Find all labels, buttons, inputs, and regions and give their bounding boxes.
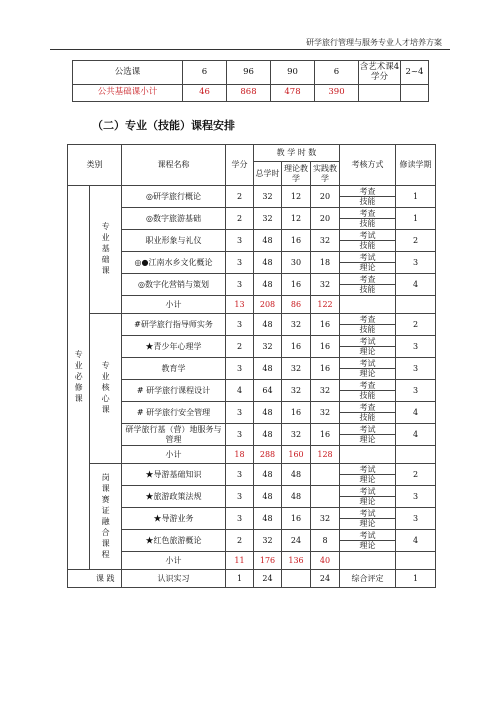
table-row xyxy=(68,186,436,208)
table-row xyxy=(68,208,436,230)
assess-cell xyxy=(340,296,396,314)
practice-hours-cell: 20 xyxy=(311,186,340,208)
term-cell: 4 xyxy=(396,274,436,296)
term-cell: 1 xyxy=(396,208,436,230)
theory-hours-cell: 32 xyxy=(282,314,311,336)
subtotal-label-cell: 小计 xyxy=(122,552,226,570)
header-title: 研学旅行管理与服务专业人才培养方案 xyxy=(306,38,442,47)
assess-cell xyxy=(340,208,396,230)
practice-hours-cell: 16 xyxy=(311,424,340,446)
assess-form: 理论 xyxy=(359,369,376,378)
table-row xyxy=(68,424,436,446)
total-hours-cell: 48 xyxy=(254,508,282,530)
credit-cell: 3 xyxy=(226,358,254,380)
credit-cell: 2 xyxy=(226,530,254,552)
theory-hours-cell: 12 xyxy=(282,186,311,208)
page-header xyxy=(0,0,500,52)
total-hours-cell: 208 xyxy=(254,296,282,314)
practice-hours-cell: 128 xyxy=(311,446,340,464)
practice-hours-cell: 18 xyxy=(311,252,340,274)
course-name-cell: ◎数字化营销与策划 xyxy=(122,274,226,296)
table-row xyxy=(68,508,436,530)
table-row xyxy=(68,402,436,424)
total-hours-cell: 48 xyxy=(254,274,282,296)
theory-hours-cell: 136 xyxy=(282,552,311,570)
theory-hours-cell xyxy=(282,570,311,588)
total-hours-cell: 32 xyxy=(254,336,282,358)
credit-cell: 3 xyxy=(226,464,254,486)
theory-hours-cell: 16 xyxy=(282,402,311,424)
total-hours-cell: 32 xyxy=(254,208,282,230)
theory-hours-cell: 48 xyxy=(282,486,311,508)
assess-cell xyxy=(340,274,396,296)
theory-hours-cell: 32 xyxy=(282,358,311,380)
theory-hours-cell: 86 xyxy=(282,296,311,314)
assess-type: 考查 xyxy=(340,403,395,413)
term-cell: 1 xyxy=(396,570,436,588)
main-category-cell: 专业必修课 xyxy=(68,186,90,570)
assess-cell xyxy=(340,380,396,402)
total-hours-cell: 24 xyxy=(254,570,282,588)
table-row xyxy=(68,358,436,380)
total-hours-cell: 48 xyxy=(254,464,282,486)
total-hours-cell: 48 xyxy=(254,402,282,424)
assess-form: 技能 xyxy=(359,219,376,228)
total-hours-cell: 48 xyxy=(254,230,282,252)
assess-form: 技能 xyxy=(359,241,376,250)
course-name-cell: 研学旅行基（营）地服务与管理 xyxy=(122,424,226,446)
theory-hours-cell: 12 xyxy=(282,208,311,230)
credit-cell: 2 xyxy=(226,336,254,358)
term-cell: 3 xyxy=(396,336,436,358)
header-assess: 考核方式 xyxy=(340,145,396,186)
course-name-cell: ★红色旅游概论 xyxy=(122,530,226,552)
assess-form: 技能 xyxy=(359,325,376,334)
assess-cell xyxy=(340,530,396,552)
practice-hours-cell: 20 xyxy=(311,208,340,230)
term-cell: 3 xyxy=(396,380,436,402)
table-row xyxy=(68,530,436,552)
assess-form: 技能 xyxy=(359,197,376,206)
credit-cell: 6 xyxy=(183,61,227,85)
total-hours-cell: 48 xyxy=(254,486,282,508)
credit-cell: 18 xyxy=(226,446,254,464)
table-row xyxy=(68,274,436,296)
credit-cell: 3 xyxy=(226,424,254,446)
credit-cell: 3 xyxy=(226,230,254,252)
note-cell: 含艺术课4学分 xyxy=(359,61,401,85)
header-hours-group: 教 学 时 数 xyxy=(254,145,340,162)
term-cell xyxy=(401,85,429,102)
group-label-cell: 岗课赛证融合课程 xyxy=(90,464,122,570)
term-cell: 4 xyxy=(396,530,436,552)
theory-hours-cell: 16 xyxy=(282,336,311,358)
term-cell: 2 xyxy=(396,464,436,486)
credit-cell: 2 xyxy=(226,186,254,208)
term-cell xyxy=(396,296,436,314)
assess-type: 考试 xyxy=(340,487,395,497)
public-course-table xyxy=(72,60,429,102)
table-row xyxy=(68,464,436,486)
term-cell xyxy=(396,446,436,464)
assess-cell xyxy=(340,486,396,508)
assess-type: 考查 xyxy=(340,187,395,197)
assess-cell xyxy=(340,508,396,530)
total-hours-cell: 32 xyxy=(254,186,282,208)
term-cell: 4 xyxy=(396,402,436,424)
theory-hours-cell: 48 xyxy=(282,464,311,486)
practice-hours-cell: 32 xyxy=(311,274,340,296)
header-category: 类别 xyxy=(68,145,122,186)
total-hours-cell: 64 xyxy=(254,380,282,402)
credit-cell: 3 xyxy=(226,314,254,336)
assess-type: 考试 xyxy=(340,509,395,519)
theory-hours-cell: 16 xyxy=(282,230,311,252)
total-hours-cell: 288 xyxy=(254,446,282,464)
assess-cell xyxy=(340,424,396,446)
assess-cell xyxy=(340,314,396,336)
practice-hours-cell: 24 xyxy=(311,570,340,588)
theory-hours-cell: 160 xyxy=(282,446,311,464)
header-practice-hours: 实践教学 xyxy=(311,162,340,186)
assess-type: 考试 xyxy=(340,337,395,347)
course-name-cell: ◎研学旅行概论 xyxy=(122,186,226,208)
term-cell: 2 xyxy=(396,314,436,336)
header-theory-hours: 理论教学 xyxy=(282,162,311,186)
table-row xyxy=(73,85,429,102)
term-cell: 3 xyxy=(396,358,436,380)
term-cell: 2 xyxy=(396,230,436,252)
course-name-cell: ★旅游政策法规 xyxy=(122,486,226,508)
header-row xyxy=(68,145,436,162)
total-hours-cell: 32 xyxy=(254,530,282,552)
table-row xyxy=(68,336,436,358)
course-name-cell: ★青少年心理学 xyxy=(122,336,226,358)
assess-type: 考试 xyxy=(340,465,395,475)
assess-cell xyxy=(340,230,396,252)
group-label-cell: 专业核心课 xyxy=(90,314,122,464)
course-name-cell: ◎数字旅游基础 xyxy=(122,208,226,230)
theory-hours-cell: 478 xyxy=(271,85,315,102)
assess-form: 理论 xyxy=(359,347,376,356)
header-credit: 学分 xyxy=(226,145,254,186)
course-name-cell: 职业形象与礼仪 xyxy=(122,230,226,252)
credit-cell: 3 xyxy=(226,252,254,274)
table-row xyxy=(68,380,436,402)
credit-cell: 3 xyxy=(226,486,254,508)
total-hours-cell: 48 xyxy=(254,424,282,446)
assess-type: 考查 xyxy=(340,275,395,285)
credit-cell: 4 xyxy=(226,380,254,402)
course-name-cell: # 研学旅行安全管理 xyxy=(122,402,226,424)
table-row xyxy=(68,314,436,336)
practice-label-cell: 课 践 xyxy=(90,570,122,588)
practice-hours-cell: 16 xyxy=(311,358,340,380)
assess-cell xyxy=(340,402,396,424)
credit-cell: 3 xyxy=(226,402,254,424)
practice-category-cell xyxy=(68,570,90,588)
practice-hours-cell: 16 xyxy=(311,336,340,358)
term-cell: 1 xyxy=(396,186,436,208)
practice-hours-cell: 40 xyxy=(311,552,340,570)
subtotal-label-cell: 小计 xyxy=(122,296,226,314)
assess-form: 理论 xyxy=(359,435,376,444)
course-name-cell: 认识实习 xyxy=(122,570,226,588)
theory-hours-cell: 24 xyxy=(282,530,311,552)
subtotal-row xyxy=(68,552,436,570)
course-name-cell: ★导游业务 xyxy=(122,508,226,530)
credit-cell: 1 xyxy=(226,570,254,588)
practice-row xyxy=(68,570,436,588)
header-rule xyxy=(50,49,450,50)
practice-hours-cell xyxy=(311,486,340,508)
total-hours-cell: 48 xyxy=(254,314,282,336)
table-row xyxy=(73,61,429,85)
assess-type: 考查 xyxy=(340,381,395,391)
theory-hours-cell: 16 xyxy=(282,508,311,530)
assess-form: 技能 xyxy=(359,413,376,422)
assess-form: 理论 xyxy=(359,519,376,528)
assess-cell xyxy=(340,252,396,274)
assess-form: 理论 xyxy=(359,497,376,506)
assess-cell xyxy=(340,446,396,464)
subtotal-row xyxy=(68,296,436,314)
assess-cell xyxy=(340,336,396,358)
assess-type: 考查 xyxy=(340,209,395,219)
total-hours-cell: 48 xyxy=(254,252,282,274)
theory-hours-cell: 32 xyxy=(282,424,311,446)
theory-hours-cell: 32 xyxy=(282,380,311,402)
practice-hours-cell: 8 xyxy=(311,530,340,552)
credit-cell: 46 xyxy=(183,85,227,102)
total-hours-cell: 868 xyxy=(227,85,271,102)
credit-cell: 2 xyxy=(226,208,254,230)
practice-hours-cell: 32 xyxy=(311,230,340,252)
assess-cell xyxy=(340,464,396,486)
total-hours-cell: 176 xyxy=(254,552,282,570)
credit-cell: 3 xyxy=(226,274,254,296)
subtotal-row xyxy=(68,446,436,464)
section-title: （二）专业（技能）课程安排 xyxy=(92,119,235,132)
header-total-hours: 总学时 xyxy=(254,162,282,186)
professional-course-table xyxy=(67,144,436,588)
assess-type: 考试 xyxy=(340,231,395,241)
term-cell: 3 xyxy=(396,252,436,274)
table-row xyxy=(68,252,436,274)
subtotal-label-cell: 小计 xyxy=(122,446,226,464)
term-cell xyxy=(396,552,436,570)
assess-cell: 综合评定 xyxy=(340,570,396,588)
term-cell: 3 xyxy=(396,508,436,530)
group-label-cell: 专业基础课 xyxy=(90,186,122,314)
course-name-cell: # 研学旅行课程设计 xyxy=(122,380,226,402)
term-cell: 4 xyxy=(396,424,436,446)
theory-hours-cell: 16 xyxy=(282,274,311,296)
assess-type: 考试 xyxy=(340,531,395,541)
course-name-cell: ★导游基础知识 xyxy=(122,464,226,486)
term-cell: 3 xyxy=(396,486,436,508)
theory-hours-cell: 90 xyxy=(271,61,315,85)
course-name-cell: ◎●江南水乡文化概论 xyxy=(122,252,226,274)
practice-hours-cell: 122 xyxy=(311,296,340,314)
course-name-cell: #研学旅行指导师实务 xyxy=(122,314,226,336)
note-cell xyxy=(359,85,401,102)
practice-hours-cell xyxy=(311,464,340,486)
assess-type: 考试 xyxy=(340,359,395,369)
practice-hours-cell: 6 xyxy=(315,61,359,85)
practice-hours-cell: 16 xyxy=(311,314,340,336)
total-hours-cell: 48 xyxy=(254,358,282,380)
table-row xyxy=(68,486,436,508)
credit-cell: 3 xyxy=(226,508,254,530)
header-course: 课程名称 xyxy=(122,145,226,186)
assess-type: 考试 xyxy=(340,425,395,435)
assess-type: 考查 xyxy=(340,315,395,325)
credit-cell: 13 xyxy=(226,296,254,314)
assess-form: 理论 xyxy=(359,475,376,484)
practice-hours-cell: 390 xyxy=(315,85,359,102)
assess-form: 理论 xyxy=(359,263,376,272)
practice-hours-cell: 32 xyxy=(311,380,340,402)
assess-cell xyxy=(340,358,396,380)
table-row xyxy=(68,230,436,252)
theory-hours-cell: 30 xyxy=(282,252,311,274)
subtotal-label-cell: 公共基础课小计 xyxy=(73,85,183,102)
assess-cell xyxy=(340,186,396,208)
header-term: 修读学期 xyxy=(396,145,436,186)
assess-form: 技能 xyxy=(359,285,376,294)
course-name-cell: 公选课 xyxy=(73,61,183,85)
assess-form: 理论 xyxy=(359,541,376,550)
course-name-cell: 教育学 xyxy=(122,358,226,380)
assess-cell xyxy=(340,552,396,570)
credit-cell: 11 xyxy=(226,552,254,570)
total-hours-cell: 96 xyxy=(227,61,271,85)
practice-hours-cell: 32 xyxy=(311,402,340,424)
assess-form: 技能 xyxy=(359,391,376,400)
practice-hours-cell: 32 xyxy=(311,508,340,530)
term-cell: 2~4 xyxy=(401,61,429,85)
assess-type: 考试 xyxy=(340,253,395,263)
